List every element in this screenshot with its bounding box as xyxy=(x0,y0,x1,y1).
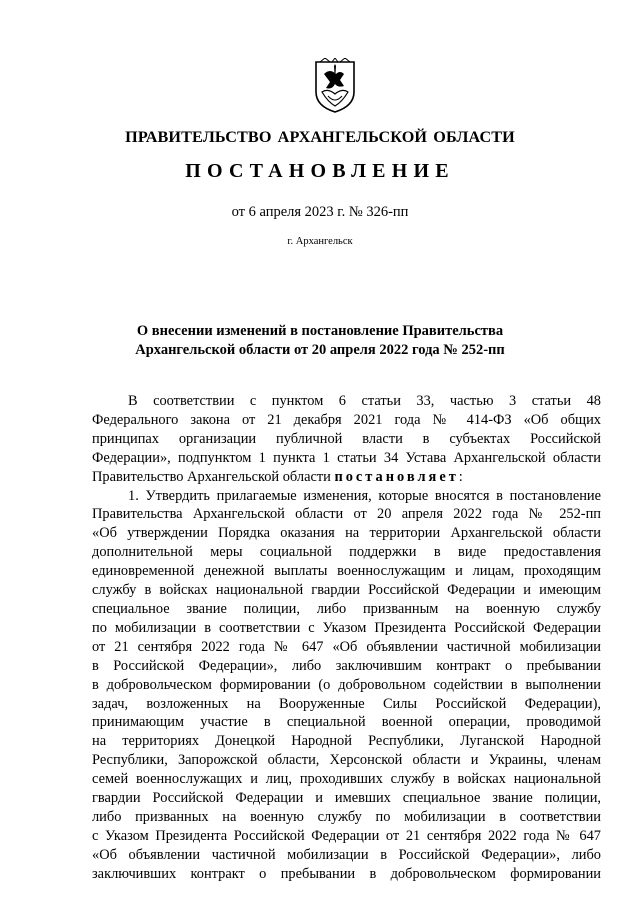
text-line: гвардии Российской Федерации и имевших специальное звание полиции, xyxy=(92,790,601,807)
text-line: «Об объявлении частичной мобилизации в Российской Федерации», либо xyxy=(92,846,601,863)
text-line: Республики, Запорожской области, Херсонской области и Украины, членам xyxy=(92,752,601,769)
text-line: либо призванных на военную службу по мобилизации в соответствии xyxy=(92,808,601,825)
text-line: в Российской Федерации», либо заключившим контракт о пребывании xyxy=(92,657,601,674)
text-line: задач, возложенных на Вооруженные Силы Российской Федерации), xyxy=(92,695,601,712)
text-line: Правительства Архангельской области от 20 апреля 2022 года № 252-пп xyxy=(92,506,601,523)
text-line: 1. Утвердить прилагаемые изменения, которые вносятся в постановление xyxy=(128,487,601,504)
text-line: дополнительной меры социальной поддержки в виде предоставления xyxy=(92,544,601,561)
item-1-paragraph xyxy=(92,487,601,884)
text-line: Федерации», подпунктом 1 пункта 1 статьи 34 Устава Архангельской области xyxy=(92,449,601,466)
text-line: специальное звание полиции, либо призванным на военную службу xyxy=(92,600,601,617)
preamble-paragraph xyxy=(92,392,601,487)
text-line: Федерального закона от 21 декабря 2021 года № 414-ФЗ «Об общих xyxy=(92,411,601,428)
document-type: ПОСТАНОВЛЕНИЕ xyxy=(185,160,455,182)
text-line: принимающим участие в специальной военной операции, проводимой xyxy=(92,714,601,731)
text-line: от 21 сентября 2022 года № 647 «Об объявлении частичной мобилизации xyxy=(92,638,601,655)
text-line: семей военнослужащих и лиц, проходивших службу в войсках национальной xyxy=(92,771,601,788)
date-and-number: от 6 апреля 2023 г. № 326-пп xyxy=(231,204,409,220)
city: г. Архангельск xyxy=(287,236,353,247)
resolve-word: постановляет xyxy=(334,468,459,485)
preamble-suffix: : xyxy=(458,468,463,485)
text-line xyxy=(92,468,601,487)
text-line: в добровольческом формировании (о добровольном содействии в выполнении xyxy=(92,676,601,693)
text-line: «Об утверждении Порядка оказания на территории Архангельской области xyxy=(92,525,601,542)
text-line: службу в войсках национальной гвардии Российской Федерации и имеющим xyxy=(92,582,601,599)
document-title xyxy=(0,322,640,360)
text-line: принципах организации публичной власти в субъектах Российской xyxy=(92,430,601,447)
text-line: заключивших контракт о пребывании в добровольческом формировании xyxy=(92,865,601,882)
government-name: ПРАВИТЕЛЬСТВО АРХАНГЕЛЬСКОЙ ОБЛАСТИ xyxy=(125,128,515,146)
document-body xyxy=(92,392,601,884)
title-line: О внесении изменений в постановление Правительства xyxy=(136,323,504,339)
text-line: на территориях Донецкой Народной Республики, Луганской Народной xyxy=(92,733,601,750)
archangel-coat-of-arms-icon xyxy=(310,58,360,114)
preamble-prefix: Правительство Архангельской области xyxy=(92,468,335,485)
text-line: по мобилизации в соответствии с Указом Президента Российской Федерации xyxy=(92,619,601,636)
text-line: единовременной денежной выплаты военнослужащим и лицам, проходящим xyxy=(92,563,601,580)
text-line: с Указом Президента Российской Федерации от 21 сентября 2022 года № 647 xyxy=(92,827,601,844)
text-line: В соответствии с пунктом 6 статьи 33, частью 3 статьи 48 xyxy=(128,393,601,409)
title-line: Архангельской области от 20 апреля 2022 года № 252-пп xyxy=(135,342,505,358)
